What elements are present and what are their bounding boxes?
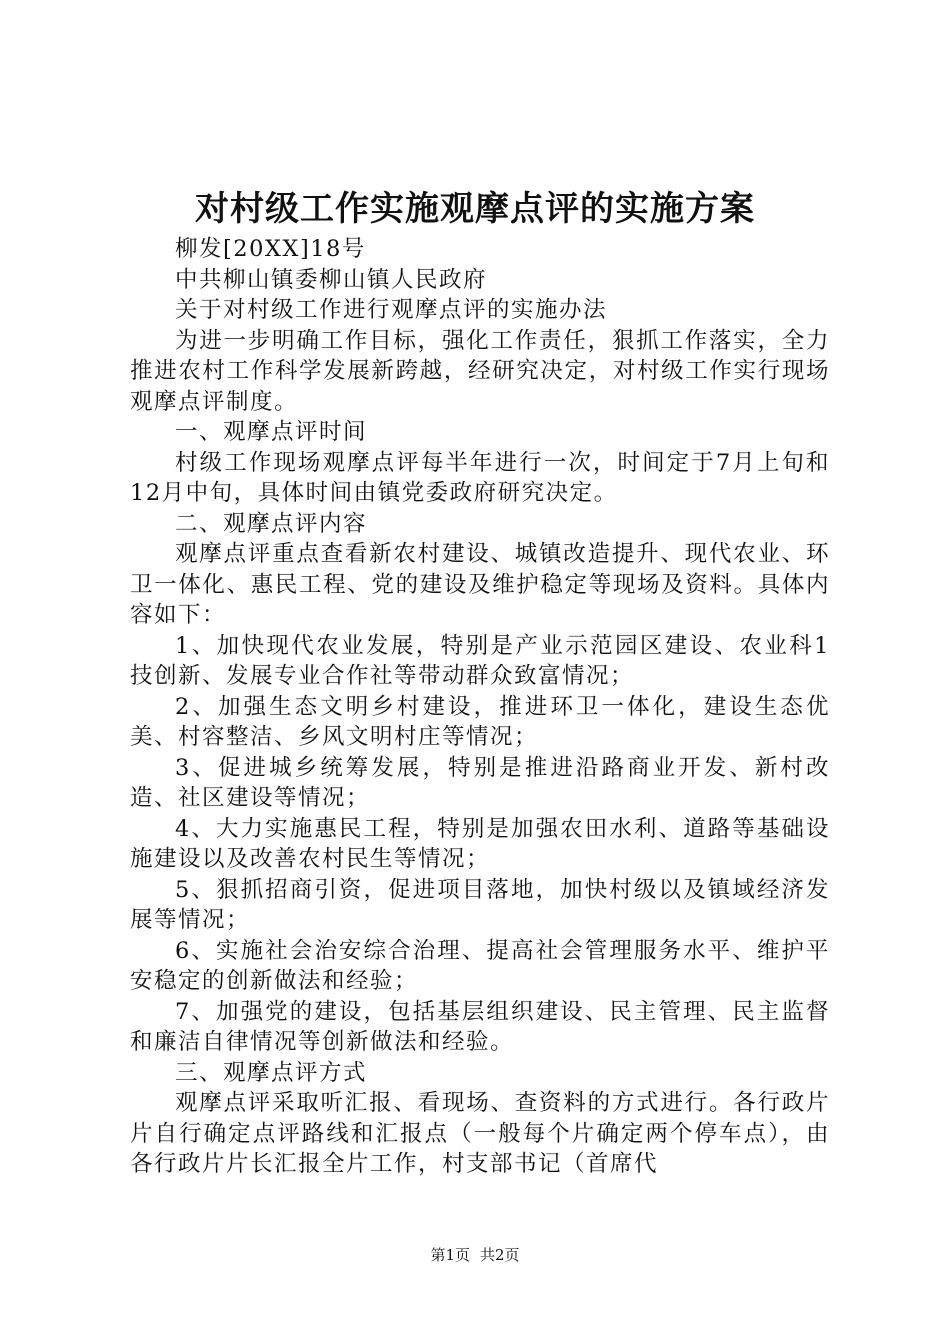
paragraph-content: 观摩点评重点查看新农村建设、城镇改造提升、现代农业、环卫一体化、惠民工程、党的建设及维护稳定等现场及资料。具体内容如下： xyxy=(130,541,830,628)
paragraph-method: 观摩点评采取听汇报、看现场、查资料的方式进行。各行政片片自行确定点评路线和汇报点（一般每个片确定两个停车点），由各行政片片长汇报全片工作，村支部书记（首席代 xyxy=(130,1090,830,1177)
list-item: 7、加强党的建设，包括基层组织建设、民主管理、民主监督和廉洁自律情况等创新做法和经验。 xyxy=(130,998,830,1055)
document-number: 柳发[20XX]18号 xyxy=(175,236,366,262)
document-subtitle: 关于对村级工作进行观摩点评的实施办法 xyxy=(175,297,608,323)
list-item: 5、狠抓招商引资，促进项目落地，加快村级以及镇域经济发展等情况； xyxy=(130,876,830,933)
list-item: 2、加强生态文明乡村建设，推进环卫一体化，建设生态优美、村容整洁、乡风文明村庄等情况； xyxy=(130,693,830,750)
page-number: 第1页 xyxy=(430,1246,470,1264)
section-heading-time: 一、观摩点评时间 xyxy=(175,419,368,445)
list-item: 4、大力实施惠民工程，特别是加强农田水利、道路等基础设施建设以及改善农村民生等情况； xyxy=(130,815,830,872)
document-body xyxy=(130,234,830,1180)
page-footer xyxy=(0,1245,950,1265)
page-total: 共2页 xyxy=(480,1246,520,1264)
section-heading-content: 二、观摩点评内容 xyxy=(175,510,368,537)
intro-paragraph: 为进一步明确工作目标，强化工作责任，狠抓工作落实，全力推进农村工作科学发展新跨越，经研究决定，对村级工作实行现场观摩点评制度。 xyxy=(130,327,830,415)
list-item: 6、实施社会治安综合治理、提高社会管理服务水平、维护平安稳定的创新做法和经验； xyxy=(130,937,830,994)
list-item: 3、促进城乡统筹发展，特别是推进沿路商业开发、新村改造、社区建设等情况； xyxy=(130,754,830,811)
list-item: 1、加快现代农业发展，特别是产业示范园区建设、农业科1技创新、发展专业合作社等带动群众致富情况； xyxy=(130,632,830,689)
issuing-authority: 中共柳山镇委柳山镇人民政府 xyxy=(175,266,488,293)
paragraph-time: 村级工作现场观摩点评每半年进行一次，时间定于7月上旬和12月中旬，具体时间由镇党委政府研究决定。 xyxy=(130,449,830,506)
document-title: 对村级工作实施观摩点评的实施方案 xyxy=(195,189,755,229)
section-heading-method: 三、观摩点评方式 xyxy=(175,1059,368,1086)
